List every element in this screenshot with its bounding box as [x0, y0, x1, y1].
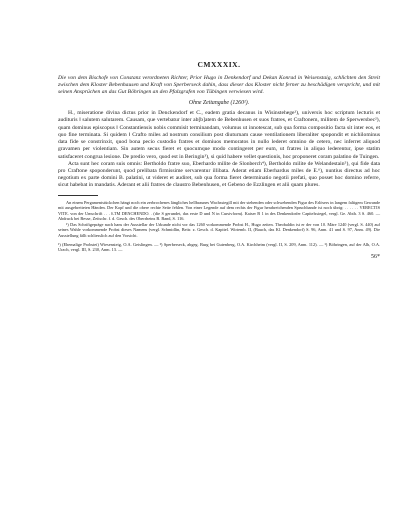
- page-number: 56*: [371, 253, 380, 260]
- document-page: [58, 60, 380, 260]
- charter-text: [58, 110, 380, 189]
- footnote: ¹) (Ehemalige Probstei) Wiesensteig, O.A. Geislingen. — ²) Sperberseck, abgeg. Burg bei Gutenberg, O.A. Kirchheim (vergl. II, S. 209, Anm. 112). — ³) Böhringen, auf der Alb, O.A. Urach, vergl. III, S. 230, Anm. 13. —: [58, 241, 380, 253]
- charter-paragraph: Acta sunt hec coram suis omnis: Bertholdo fratre suo, Eberhardo milite de Slonberch⁴), Bertholdo milite de Welandestain⁵), qui fide data pro Craftone spoponderunt, quod prelibata firmissime servarentur illibata. Aderat etiam Eberhardus miles de E.⁶), nuntius directus ad hoc negotium ex parte domini B. palatini, ut videret et audiret, sub qua forma fieret determinatio negotii prefati, quo posset hoc domino referre, sicut habebat in mandatis. Aderant et alii fratres de claustro Bebenhusen, et Gebeno de Ezzlingen et alii quam plures.: [58, 160, 380, 189]
- apparatus-note: ¹) Das Schriftgepräge nach hans der Ausstellar der Urkunde nicht vor das 1260 vorkommende Probst H., Hugo zeiten. Theobaldin ist er der von 10. Märe 1240 (vergl. S. 440) auf seines Wahle vorkommende Probst dieses Namens (vergl. Schmidlin, Beitr. z. Gesch. d. Kapitel. Wirtemb. II, (Bauch, das Kl. Denkendorf) S. 96, Anm. 41 und S. 97, Anm. 49). Die Ausstellung fällt schliesslich auf den Vorsicht.: [58, 221, 380, 239]
- document-number-heading: CMXXXIX.: [197, 60, 241, 69]
- apparatus-note: An einem Pergamentstückchen hängt noch ein zerbrochenes längliches hellbraunes Wachssiegill mit der stehenden oder schwebenden Figur des Erlösers in langem faltigem Gewande mit ausgebreiteten Händen. Der Kopf und die obere rechte Seite fehlen. Von einer Legende auf dem rechts der Figur herabreichenden Spruchbande ist noch übrig: . . . . . . VERECTIS VITE. von der Umschrift . . . ŁTM DENCHENDO. . (die S gerundet, das erste D und N in Cursivform). Kaiser B 1 in des Denkendorfer Capitelssiegel, vergl. Ge. Abth. 3 S. 460. — Abdruck bei Besse, Zeitschr. f. d. Gesch. des Oberrheins B. Band, S. 116.: [58, 199, 380, 222]
- dateline: Ohne Zeitangabe (1260¹).: [188, 100, 250, 107]
- footnotes: [58, 242, 380, 253]
- charter-paragraph: H., miseratione divina dictus prior in Denckendorf et C., eadem gratia decanus in Wisinstehege¹), universis hoc scriptum lecturis et audituris ‖ salutem salutarem. Causam, que vertebatur inter ab[b]atem de Bebenhusen et suos fratres, et Craftonem, militem de Sperwersbec²), quam dominus episcopus ‖ Constantiensis nobis commisit terminandam, volumus ut innotescat, sub qua forma compositio facta sit inter eos, et quo fine terminata. Si quidem ‖ Crafto miles ad nostrum consilium post diuturnam cause ventilationem liberaliter spopondit et nichilominus data fide se constrinxit, quod bona pecio custodio fratres et domiuos memoratos in nullo lederet omnino de cetero, nec inferret aliquod gravamen per violentiam. Sin autem secus fieret et quocumque modo contingeret per eum, ut fratres in aliquo lederentur, ipse statim satisfaceret congrua lesione. De predio vero, quod est in Beringin³), si quid habere vellet questionis, hoc proponeret coram palatino de Tuingen.: [58, 110, 380, 160]
- critical-apparatus: [58, 200, 380, 239]
- divider-rule: [58, 195, 98, 196]
- regest-summary: Die von dem Bischofe von Constanz verordneten Richter, Prior Hugo in Denkendorf und Dekan Konrad in Weisenstaig, schlichten den Streit zwischen dem Kloster Bebenhausen und Kraft von Sperberseck dahin, dass dieser das Kloster nicht ferner zu beschädigen verspricht, und mit seinen Ansprüchen an das Gut Böhringen an den Pfalzgrafen von Tübingen verwiesen wird.: [58, 75, 380, 96]
